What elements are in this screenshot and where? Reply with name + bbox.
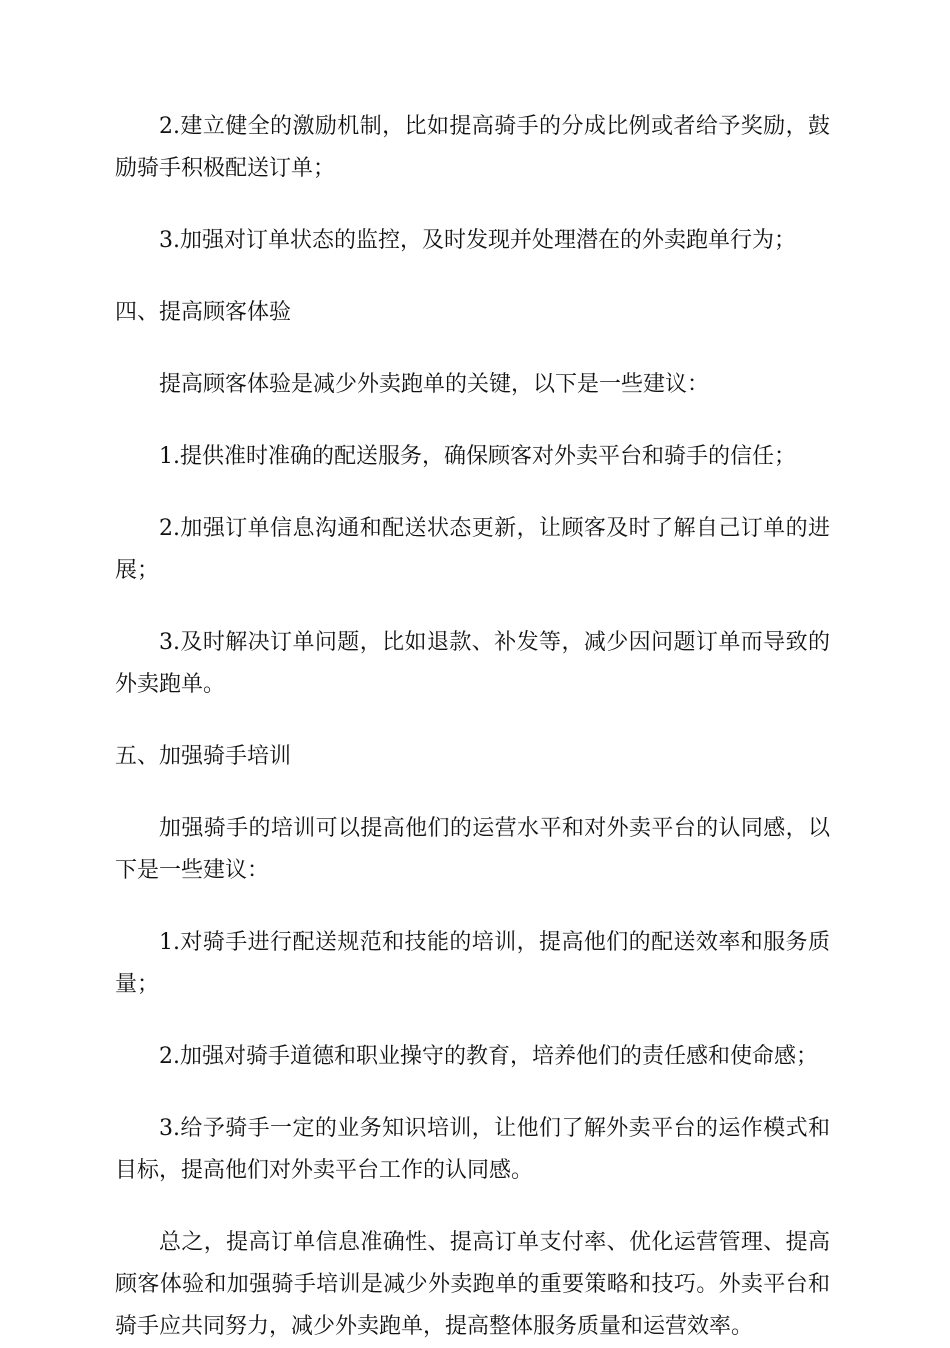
paragraph-rider-training-intro: 加强骑手的培训可以提高他们的运营水平和对外卖平台的认同感，以下是一些建议：: [115, 816, 830, 883]
document-body: [115, 106, 830, 1348]
paragraph-incentive-mechanism: 2.建立健全的激励机制，比如提高骑手的分成比例或者给予奖励，鼓励骑手积极配送订单；: [115, 114, 830, 181]
paragraph-order-issues: 3.及时解决订单问题，比如退款、补发等，减少因问题订单而导致的外卖跑单。: [115, 630, 830, 697]
paragraph-delivery-skills-training: 1.对骑手进行配送规范和技能的培训，提高他们的配送效率和服务质量；: [115, 930, 830, 997]
section-heading-customer-experience: 四、提高顾客体验: [115, 300, 292, 325]
paragraph-order-monitoring: 3.加强对订单状态的监控，及时发现并处理潜在的外卖跑单行为；: [159, 228, 796, 253]
paragraph-business-knowledge: 3.给予骑手一定的业务知识培训，让他们了解外卖平台的运作模式和目标，提高他们对外卖平台工作的认同感。: [115, 1116, 830, 1183]
paragraph-order-communication: 2.加强订单信息沟通和配送状态更新，让顾客及时了解自己订单的进展；: [115, 516, 830, 583]
paragraph-on-time-delivery: 1.提供准时准确的配送服务，确保顾客对外卖平台和骑手的信任；: [159, 444, 796, 469]
paragraph-customer-experience-intro: 提高顾客体验是减少外卖跑单的关键，以下是一些建议：: [159, 372, 710, 397]
paragraph-conclusion: 总之，提高订单信息准确性、提高订单支付率、优化运营管理、提高顾客体验和加强骑手培训是减少外卖跑单的重要策略和技巧。外卖平台和骑手应共同努力，减少外卖跑单，提高整体服务质量和运营效率。: [115, 1230, 830, 1339]
paragraph-ethics-education: 2.加强对骑手道德和职业操守的教育，培养他们的责任感和使命感；: [159, 1044, 818, 1069]
section-heading-rider-training: 五、加强骑手培训: [115, 744, 292, 769]
